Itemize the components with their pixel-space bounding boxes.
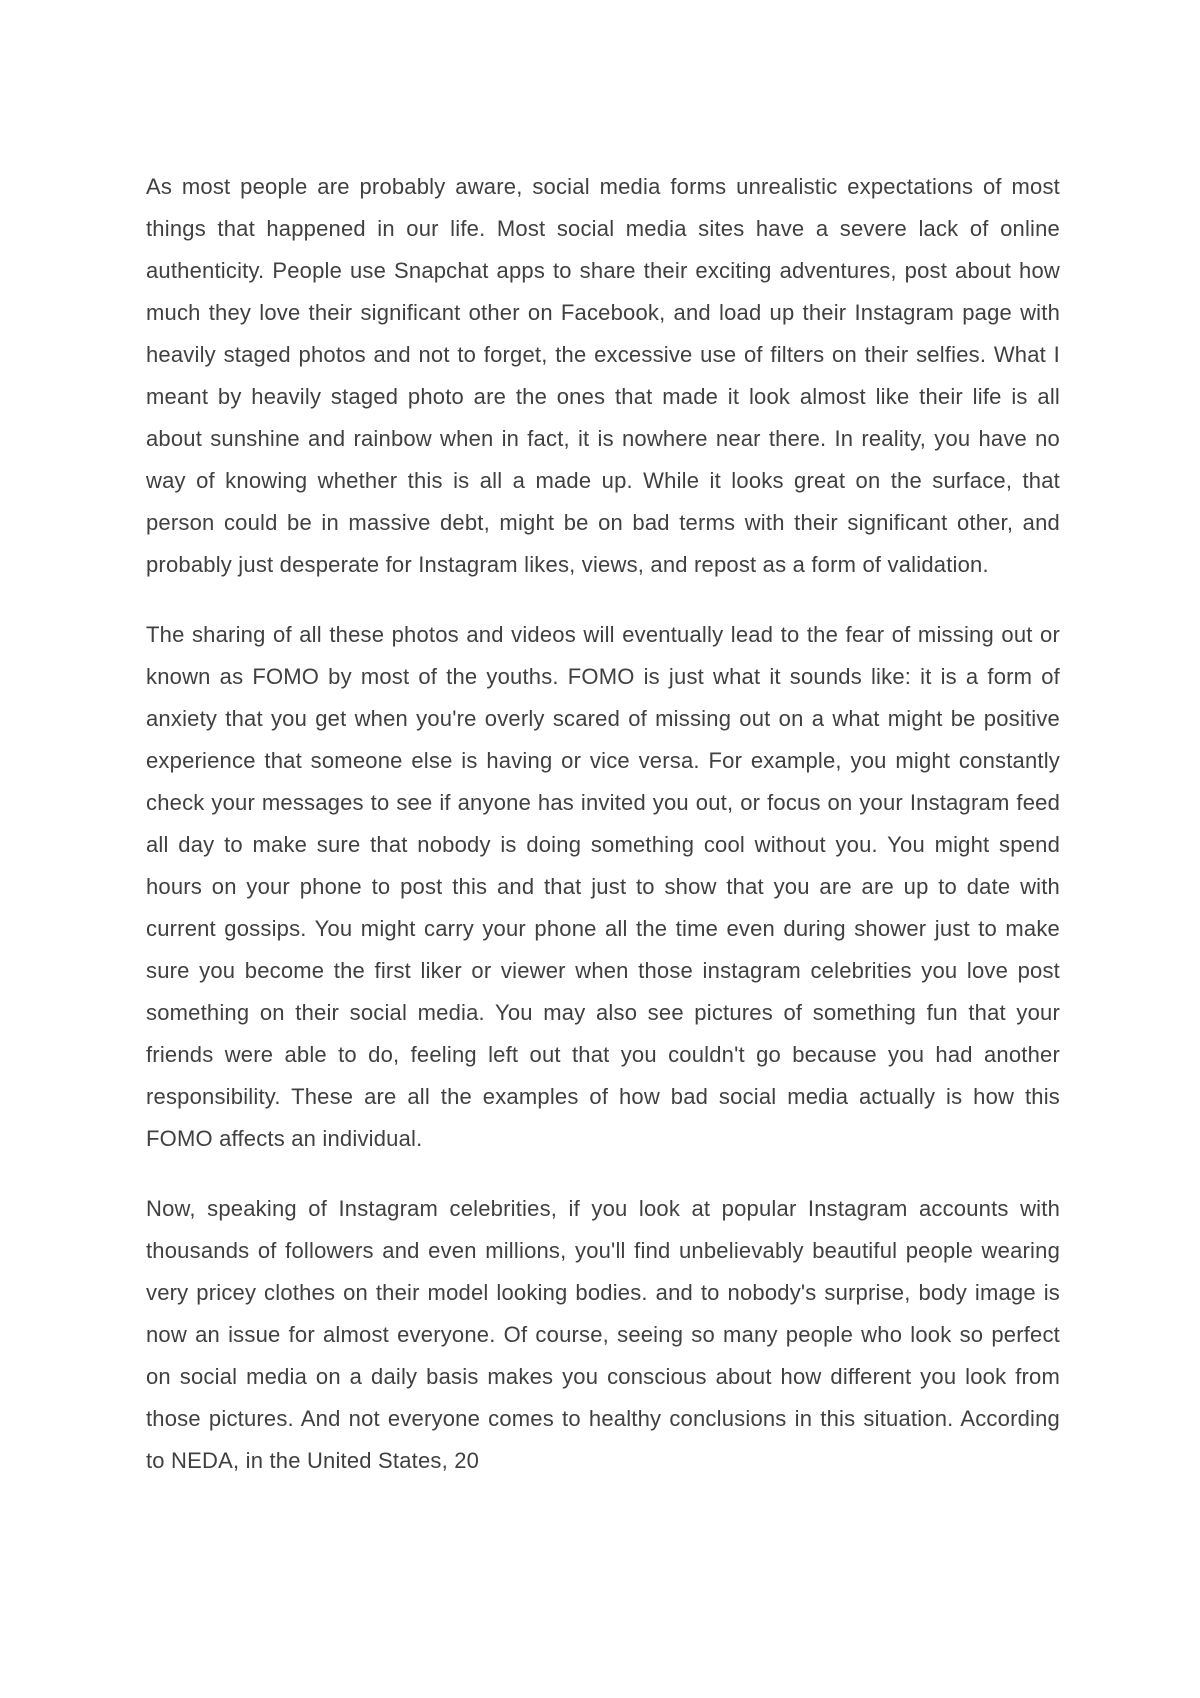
paragraph-1: As most people are probably aware, social media forms unrealistic expectations of most things that happened in our life. Most social media sites have a severe lack of online authenticity. People use Snapchat apps to share their exciting adventures, post about how much they love their significant other on Facebook, and load up their Instagram page with heavily staged photos and not to forget, the excessive use of filters on their selfies. What I meant by heavily staged photo are the ones that made it look almost like their life is all about sunshine and rainbow when in fact, it is nowhere near there. In reality, you have no way of knowing whether this is all a made up. While it looks great on the surface, that person could be in massive debt, might be on bad terms with their significant other, and probably just desperate for Instagram likes, views, and repost as a form of validation. <box>146 174 1060 577</box>
paragraph-2: The sharing of all these photos and videos will eventually lead to the fear of missing out or known as FOMO by most of the youths. FOMO is just what it sounds like: it is a form of anxiety that you get when you're overly scared of missing out on a what might be positive experience that someone else is having or vice versa. For example, you might constantly check your messages to see if anyone has invited you out, or focus on your Instagram feed all day to make sure that nobody is doing something cool without you. You might spend hours on your phone to post this and that just to show that you are are up to date with current gossips. You might carry your phone all the time even during shower just to make sure you become the first liker or viewer when those instagram celebrities you love post something on their social media. You may also see pictures of something fun that your friends were able to do, feeling left out that you couldn't go because you had another responsibility. These are all the examples of how bad social media actually is how this FOMO affects an individual. <box>146 622 1060 1151</box>
document-body <box>146 166 1060 1510</box>
paragraph-3: Now, speaking of Instagram celebrities, if you look at popular Instagram accounts with thousands of followers and even millions, you'll find unbelievably beautiful people wearing very pricey clothes on their model looking bodies. and to nobody's surprise, body image is now an issue for almost everyone. Of course, seeing so many people who look so perfect on social media on a daily basis makes you conscious about how different you look from those pictures. And not everyone comes to healthy conclusions in this situation. According to NEDA, in the United States, 20 <box>146 1196 1060 1473</box>
